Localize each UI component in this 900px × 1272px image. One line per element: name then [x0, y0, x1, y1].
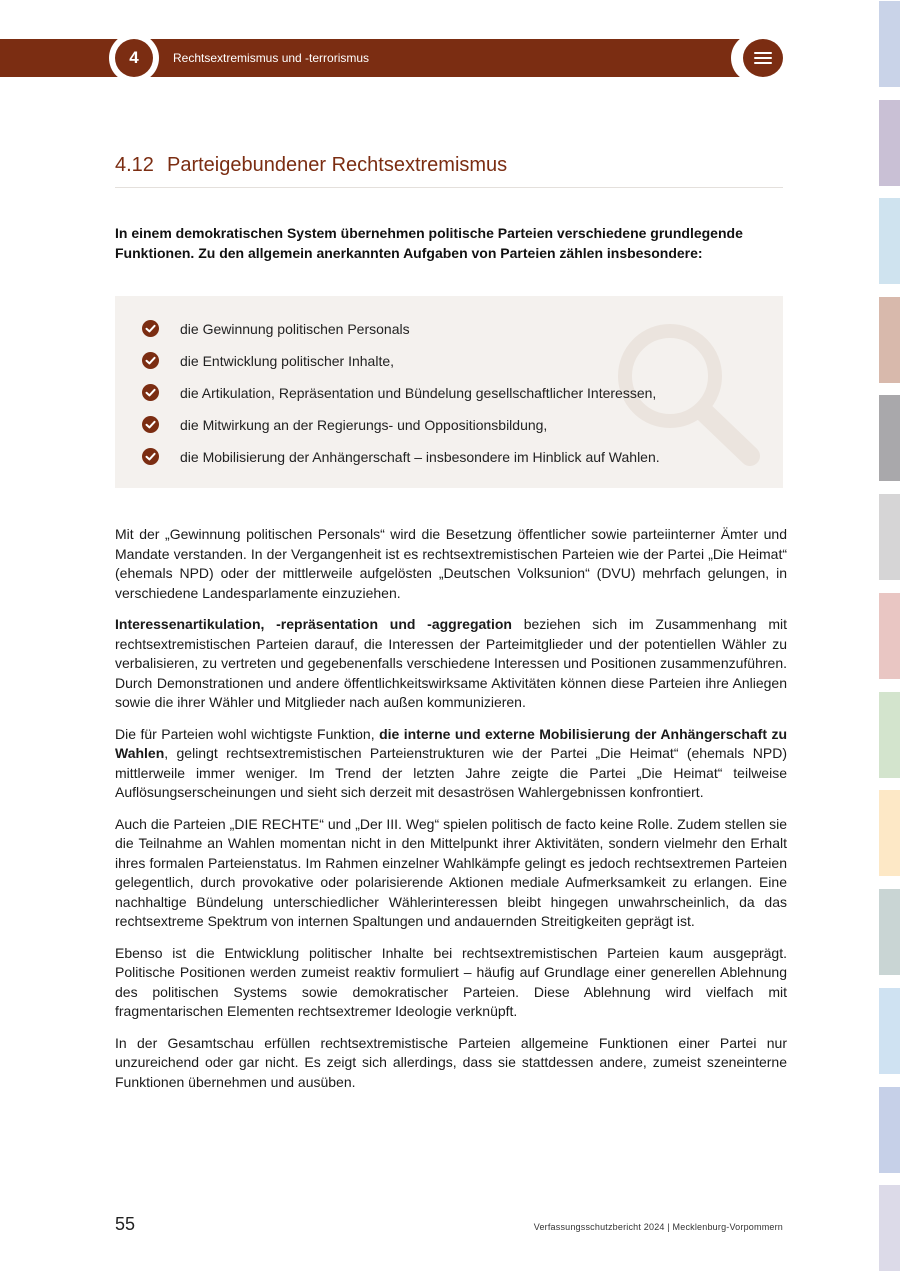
list-item [115, 412, 660, 444]
chapter-number: 4 [115, 39, 153, 77]
section-number: 4.12 [115, 154, 154, 176]
list-item-label: die Mitwirkung an der Regierungs- und Oppositionsbildung, [180, 417, 548, 433]
paragraph-emphasis: Interessenartikulation, -repräsentation und -aggregation [115, 616, 512, 632]
list-item-label: die Entwicklung politischer Inhalte, [180, 353, 395, 369]
section-title: Parteigebundener Rechtsextremismus [167, 154, 508, 176]
page-number: 55 [115, 1214, 136, 1234]
paragraph: Ebenso ist die Entwicklung politischer Inhalte bei rechtsextremistischen Parteien kaum ausgeprägt. Politische Positionen werden zumeist reaktiv formuliert – häufig auf Grundlage einer generellen Ablehnung des politischen Systems sowie demokratischer Parteien. Diese Ablehnung wird vielfach mit fragmentarischen Elementen rechtsextremer Ideologie verknüpft. [115, 944, 787, 1019]
chapter-tab[interactable] [879, 100, 900, 186]
chapter-tab[interactable] [879, 790, 900, 876]
functions-list [115, 316, 660, 476]
chapter-tab[interactable] [879, 889, 900, 975]
chapter-tab[interactable] [879, 1087, 900, 1173]
list-item [115, 380, 660, 412]
checkmark-icon [142, 416, 159, 433]
checkmark-icon [142, 320, 159, 337]
paragraph: In der Gesamtschau erfüllen rechtsextremistische Parteien allgemeine Funktionen einer Partei nur unzureichend oder gar nicht. Es zeigt sich allerdings, dass sie stattdessen andere, zumeist szeneinterne Funktionen übernehmen und ausüben. [115, 1034, 787, 1090]
paragraph: Mit der „Gewinnung politischen Personals“ wird die Besetzung öffentlicher sowie parteiinterner Ämter und Mandate verstanden. In der Vergangenheit ist es rechtsextremistischen Parteien wie der Partei „Die Heimat“ (ehemals NPD) oder der mittlerweile aufgelösten „Deutschen Volksunion“ (DVU) mehrfach gelungen, in verschiedene Landesparlamente einzuziehen. [115, 526, 787, 601]
paragraph: Auch die Parteien „DIE RECHTE“ und „Der III. Weg“ spielen politisch de facto keine Rolle. Zudem stellen sie die Teilnahme an Wahlen momentan nicht in den Mittelpunkt ihrer Aktivitäten, sondern vielmehr den Erhalt ihres formalen Parteienstatus. Im Rahmen einzelner Wahlkämpfe gelingt es jedoch rechtsextremen Parteien gelegentlich, durch provokative oder polarisierende Aktionen mediale Aufmerksamkeit zu erlangen. Eine nachhaltige Bündelung unterschiedlicher Wählerinteressen bleibt hingegen unwahrscheinlich, da das rechtsextreme Spektrum von internen Spaltungen und andauernden Streitigkeiten geprägt ist. [115, 815, 787, 929]
list-item [115, 348, 660, 380]
chapter-tab[interactable] [879, 395, 900, 481]
paragraph [115, 615, 787, 713]
functions-box [115, 296, 783, 488]
checkmark-icon [142, 384, 159, 401]
chapter-tab[interactable] [879, 593, 900, 679]
list-item-label: die Mobilisierung der Anhängerschaft – insbesondere im Hinblick auf Wahlen. [180, 449, 660, 465]
paragraph-text: Die für Parteien wohl wichtigste Funktion, [115, 725, 380, 742]
chapter-tab[interactable] [879, 1, 900, 87]
list-item [115, 444, 660, 476]
chapter-title: Rechtsextremismus und -terrorismus [173, 51, 370, 65]
checkmark-icon [142, 448, 159, 465]
chapter-tab[interactable] [879, 494, 900, 580]
chapter-tab[interactable] [879, 1185, 900, 1271]
list-item-label: die Gewinnung politischen Personals [180, 321, 410, 337]
paragraph-emphasis: die interne und externe Mobilisierung der Anhängerschaft zu Wahlen [115, 725, 787, 761]
checkmark-icon [142, 352, 159, 369]
chapter-tab[interactable] [879, 692, 900, 778]
footer-publication: Verfassungsschutzbericht 2024 | Mecklenburg-Vorpommern [533, 1222, 783, 1232]
chapter-tab[interactable] [879, 988, 900, 1074]
paragraph-text: , gelingt rechtsextremistischen Parteienstrukturen wie der Partei „Die Heimat“ (ehemals NPD) mittlerweile immer weniger. Im Trend der letzten Jahre zeigte die Partei „Die Heimat“ teilweise Auflösungserscheinungen und sieht sich derzeit mit desaströsen Wahlergebnissen konfrontiert. [115, 745, 787, 800]
menu-button[interactable] [743, 39, 783, 77]
paragraph-text: beziehen sich im Zusammenhang mit rechtsextremistischen Parteien darauf, die Interessen der Parteimitglieder und der potentiellen Wähler zu verbalisieren, zu vertreten und gegebenenfalls verschiedene Interessen und Positionen zusammenzuführen. Durch Demonstrationen und andere öffentlichkeitswirksame Aktivitäten können diese Parteien ihre Anliegen sowie die ihrer Wähler und Mitglieder nach außen kommunizieren. [115, 616, 787, 710]
body-text [115, 525, 787, 1104]
list-item [115, 316, 660, 348]
chapter-tab[interactable] [879, 198, 900, 284]
paragraph [115, 725, 787, 803]
section-heading [115, 154, 783, 188]
intro-text: In einem demokratischen System übernehmen politische Parteien verschiedene grundlegende Funktionen. Zu den allgemein anerkannten Aufgaben von Parteien zählen insbesondere: [115, 225, 743, 261]
chapter-tab[interactable] [879, 297, 900, 383]
list-item-label: die Artikulation, Repräsentation und Bündelung gesellschaftlicher Interessen, [180, 385, 657, 401]
